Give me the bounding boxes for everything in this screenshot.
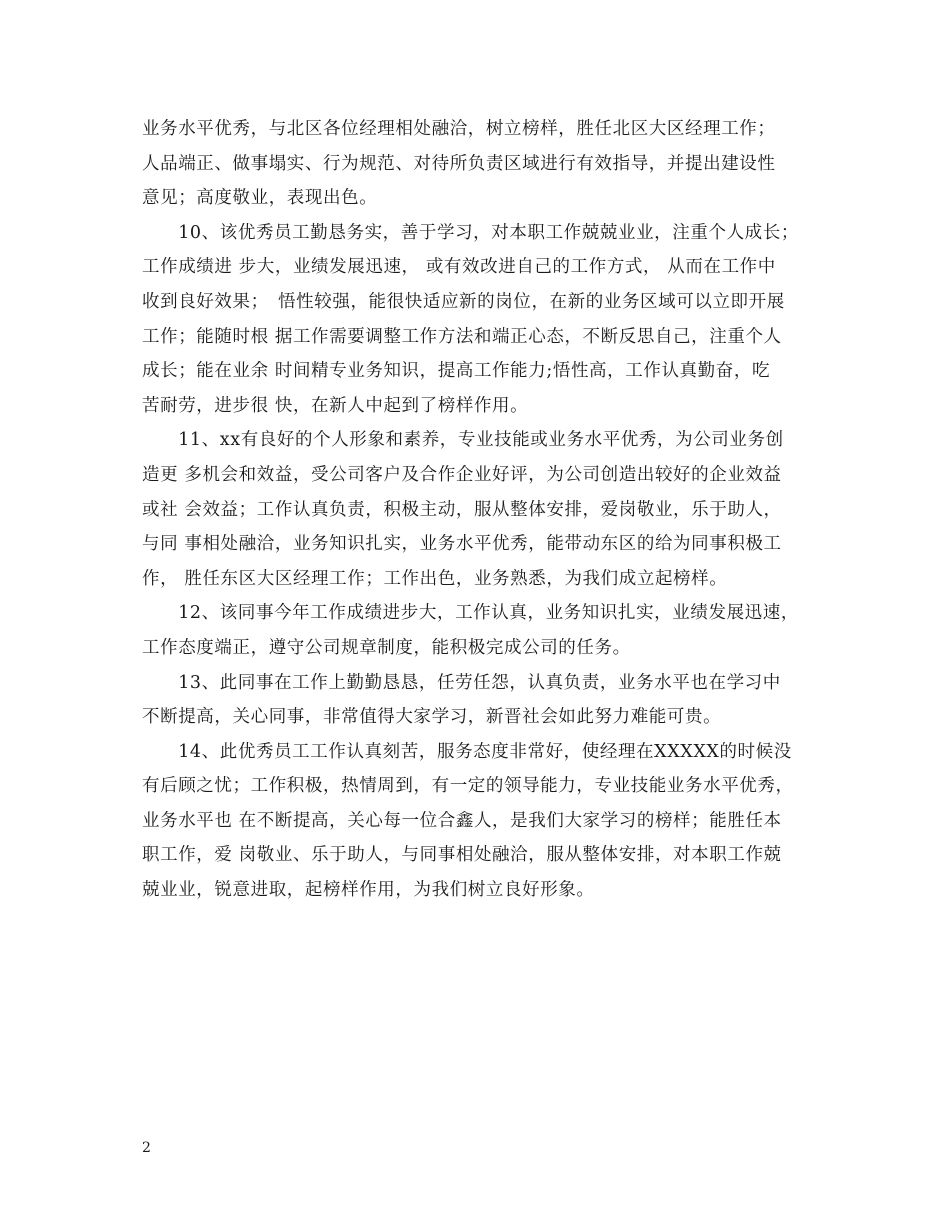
text-line: 工作；能随时根 据工作需要调整工作方法和端正心态，不断反思自己，注重个人 <box>142 326 782 347</box>
text-line: 10、该优秀员工勤恳务实，善于学习，对本职工作兢兢业业，注重个人成长； <box>142 222 799 243</box>
text-line: 职工作，爱 岗敬业、乐于助人，与同事相处融洽，服从整体安排，对本职工作兢 <box>142 845 782 866</box>
document-body <box>142 112 822 908</box>
text-line: 兢业业，锐意进取，起榜样作用，为我们树立良好形象。 <box>142 880 595 901</box>
text-line: 有后顾之忧；工作积极，热情周到，有一定的领导能力，专业技能业务水平优秀， <box>142 776 794 797</box>
text-line: 不断提高，关心同事，非常值得大家学习，新晋社会如此努力难能可贵。 <box>142 707 722 728</box>
text-line: 意见；高度敬业，表现出色。 <box>142 188 378 209</box>
text-line: 业务水平也 在不断提高，关心每一位合鑫人，是我们大家学习的榜样；能胜任本 <box>142 810 782 831</box>
text-line: 12、该同事今年工作成绩进步大，工作认真，业务知识扎实，业绩发展迅速， <box>142 603 799 624</box>
text-line: 业务水平优秀，与北区各位经理相处融洽，树立榜样，胜任北区大区经理工作； <box>142 119 776 139</box>
text-line: 与同 事相处融洽，业务知识扎实，业务水平优秀，能带动东区的给为同事积极工 <box>142 534 782 555</box>
text-line: 11、xx有良好的个人形象和素养，专业技能或业务水平优秀，为公司业务创 <box>142 430 784 451</box>
text-line: 造更 多机会和效益，受公司客户及合作企业好评，为公司创造出较好的企业效益 <box>142 464 782 485</box>
page-number: 2 <box>142 1140 151 1156</box>
paragraph-item-14 <box>142 735 822 908</box>
paragraph-item-10 <box>142 216 822 424</box>
text-line: 作， 胜任东区大区经理工作；工作出色，业务熟悉，为我们成立起榜样。 <box>142 568 728 589</box>
text-line: 人品端正、做事塌实、行为规范、对待所负责区域进行有效指导，并提出建设性 <box>142 153 776 174</box>
text-line: 工作成绩进 步大，业绩发展迅速， 或有效改进自己的工作方式， 从而在工作中 <box>142 257 776 278</box>
text-line: 或社 会效益；工作认真负责，积极主动，服从整体安排，爱岗敬业，乐于助人， <box>142 499 782 520</box>
paragraph-continuation <box>142 112 822 216</box>
text-line: 工作态度端正，遵守公司规章制度，能积极完成公司的任务。 <box>142 637 631 658</box>
text-line: 14、此优秀员工工作认真刻苦，服务态度非常好，使经理在XXXXX的时候没 <box>142 741 792 762</box>
paragraph-item-12 <box>142 596 822 665</box>
text-line: 成长；能在业余 时间精专业务知识，提高工作能力;悟性高，工作认真勤奋，吃 <box>142 361 771 382</box>
paragraph-item-11 <box>142 423 822 596</box>
paragraph-item-13 <box>142 666 822 735</box>
text-line: 13、此同事在工作上勤勤恳恳，任劳任怨，认真负责，业务水平也在学习中 <box>142 672 781 693</box>
text-line: 收到良好效果； 悟性较强，能很快适应新的岗位，在新的业务区域可以立即开展 <box>142 291 785 312</box>
text-line: 苦耐劳，进步很 快，在新人中起到了榜样作用。 <box>142 395 529 416</box>
